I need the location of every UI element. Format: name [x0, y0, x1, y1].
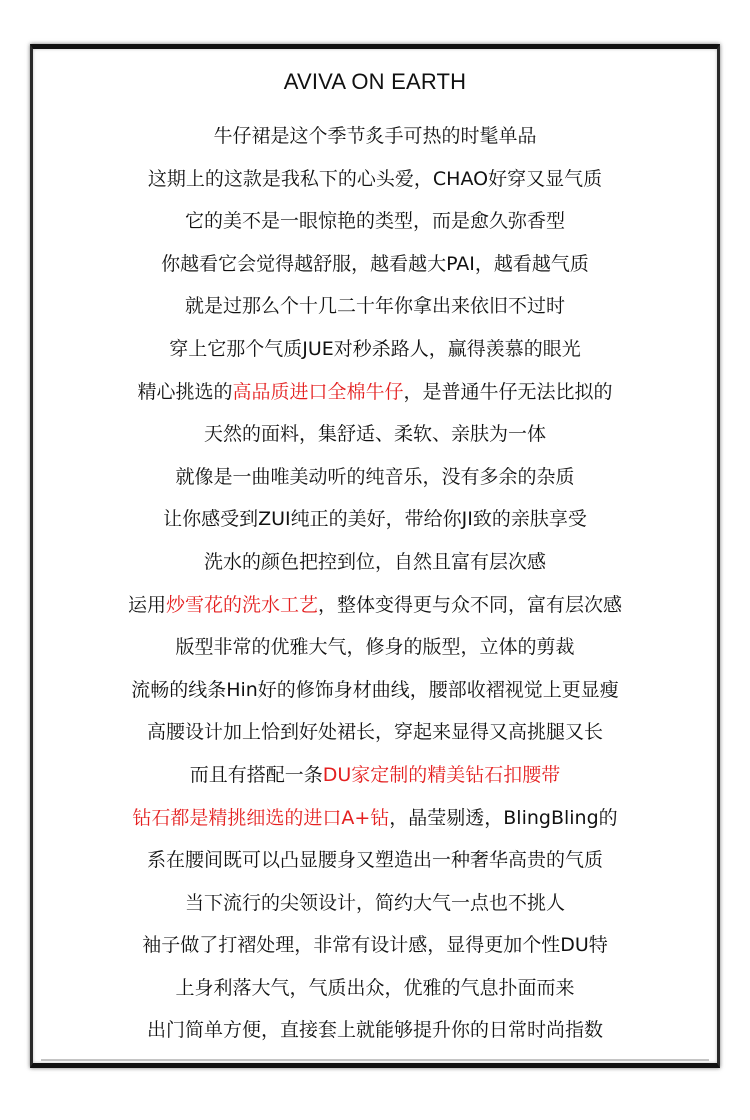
line-text: 就是过那么个十几二十年你拿出来依旧不过时	[184, 295, 565, 318]
line-text: 而且有搭配一条	[189, 763, 323, 786]
line-text: 出门简单方便，直接套上就能够提升你的日常时尚指数	[146, 1019, 603, 1042]
line-text: 当下流行的尖领设计，简约大气一点也不挑人	[184, 891, 565, 914]
text-line	[33, 456, 717, 499]
text-line	[33, 882, 717, 925]
line-text: 穿上它那个气质JUE对秒杀路人，赢得羡慕的眼光	[169, 337, 581, 360]
line-text: 你越看它会觉得越舒服，越看越大PAI，越看越气质	[161, 252, 589, 275]
line-text: 运用	[127, 593, 166, 616]
text-line	[33, 754, 717, 797]
line-text: 系在腰间既可以凸显腰身又塑造出一种奢华高贵的气质	[146, 849, 603, 872]
text-line	[33, 371, 717, 414]
line-text: ，整体变得更与众不同，富有层次感	[318, 593, 623, 616]
text-line	[33, 924, 717, 967]
line-text: ，晶莹剔透，BlingBling的	[389, 806, 618, 829]
text-line	[33, 158, 717, 201]
highlight-text: 高品质进口全棉牛仔	[232, 380, 404, 403]
text-line	[33, 200, 717, 243]
line-text: ，是普通牛仔无法比拟的	[403, 380, 613, 403]
text-line	[33, 115, 717, 158]
highlight-text: 炒雪花的洗水工艺	[165, 593, 318, 616]
text-line	[33, 711, 717, 754]
highlight-text: 钻石都是精挑细选的进口A+钻	[132, 806, 390, 829]
text-line	[33, 498, 717, 541]
line-text: 牛仔裙是这个季节炙手可热的时髦单品	[213, 125, 537, 147]
line-text: 上身利落大气，气质出众，优雅的气息扑面而来	[175, 976, 575, 999]
line-text: 让你感受到ZUI纯正的美好，带给你JI致的亲肤享受	[163, 508, 587, 531]
line-text: 洗水的颜色把控到位，自然且富有层次感	[203, 550, 546, 573]
text-line	[33, 243, 717, 286]
line-text: 就像是一曲唯美动听的纯音乐，没有多余的杂质	[175, 465, 575, 488]
text-line	[33, 839, 717, 882]
text-line	[33, 413, 717, 456]
text-line	[33, 1009, 717, 1052]
text-line	[33, 584, 717, 627]
text-frame	[30, 44, 720, 1068]
text-line	[33, 669, 717, 712]
text-line	[33, 541, 717, 584]
text-line	[33, 967, 717, 1010]
description-lines	[33, 115, 717, 1052]
line-text: 版型非常的优雅大气，修身的版型，立体的剪裁	[175, 636, 575, 659]
text-line	[33, 626, 717, 669]
text-line	[33, 285, 717, 328]
text-line	[33, 797, 717, 840]
line-text: 天然的面料，集舒适、柔软、亲肤为一体	[203, 423, 546, 446]
line-text: 高腰设计加上恰到好处裙长，穿起来显得又高挑腿又长	[146, 721, 603, 744]
highlight-text: DU家定制的精美钻石扣腰带	[322, 763, 561, 786]
line-text: 袖子做了打褶处理，非常有设计感，显得更加个性DU特	[142, 934, 608, 957]
line-text: 流畅的线条Hin好的修饰身材曲线，腰部收褶视觉上更显瘦	[131, 678, 619, 701]
line-text: 它的美不是一眼惊艳的类型，而是愈久弥香型	[184, 210, 565, 233]
line-text: 精心挑选的	[137, 380, 233, 403]
page-title: AVIVA ON EARTH	[283, 69, 467, 94]
line-text: 这期上的这款是我私下的心头爱，CHAO好穿又显气质	[147, 167, 603, 190]
text-line	[33, 328, 717, 371]
